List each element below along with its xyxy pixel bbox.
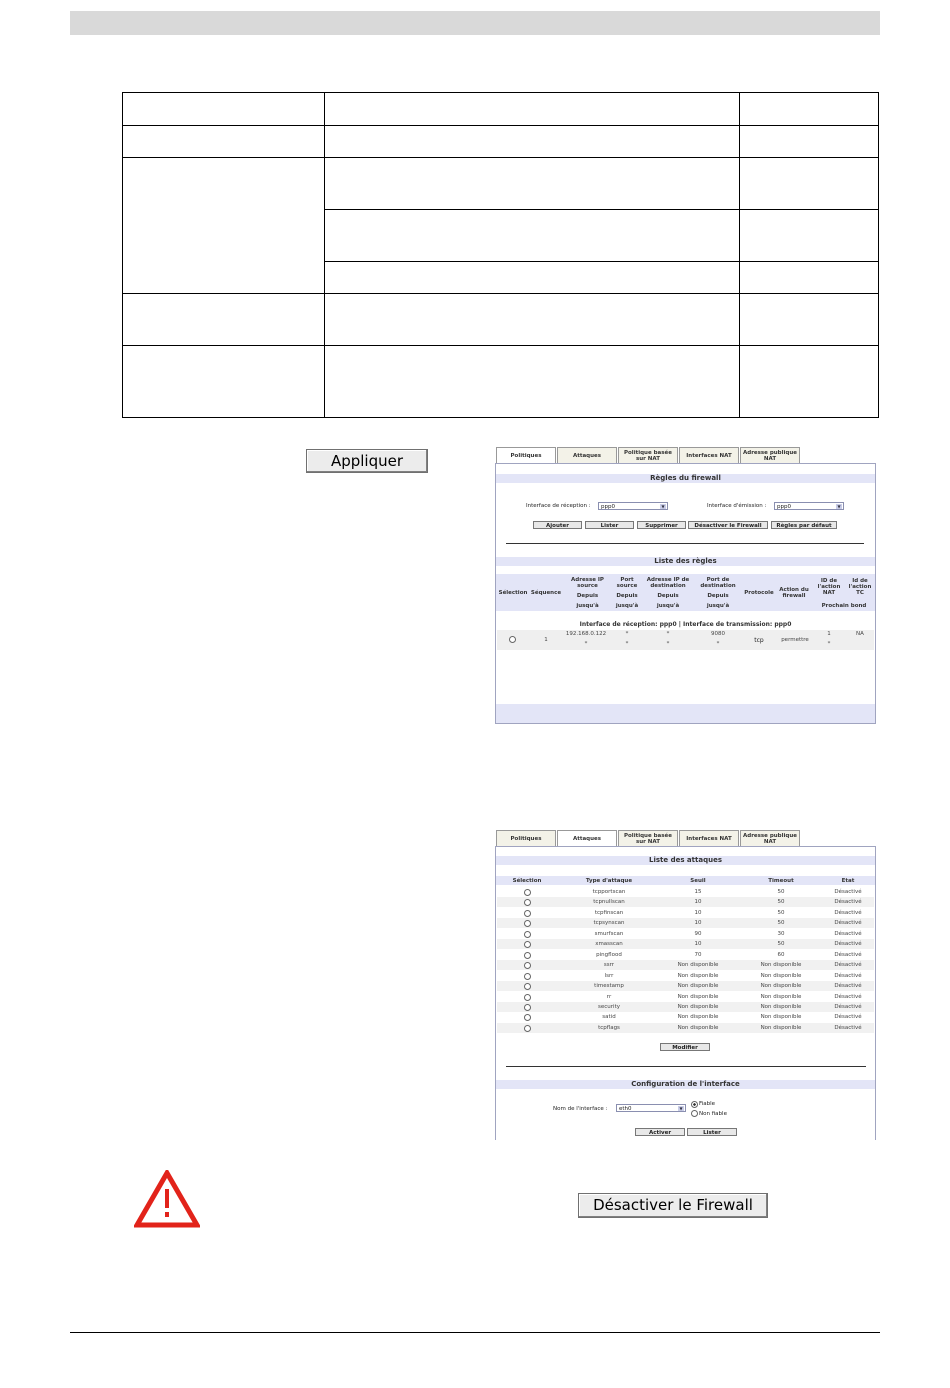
attack-timeout-cell: 50 xyxy=(777,909,785,916)
interface-config-title: Configuration de l'interface xyxy=(496,1080,875,1089)
attack-threshold-cell: 15 xyxy=(694,889,702,895)
attack-state-cell: Désactivé xyxy=(834,951,862,958)
col-source-ip-to: jusqu'à xyxy=(576,603,599,609)
col-selection: Sélection xyxy=(498,590,528,596)
attack-timeout-cell: 50 xyxy=(777,920,785,927)
interface-name-label: Nom de l'interface : xyxy=(553,1106,608,1112)
attack-type-cell: rr xyxy=(606,993,612,1000)
add-rule-button[interactable]: Ajouter xyxy=(533,521,582,529)
interface-name-value: eth0 xyxy=(619,1106,632,1112)
rule-destination-ip-from: * xyxy=(666,631,670,637)
col-destination-ip-to: jusqu'à xyxy=(656,603,680,609)
rule-source-ip-to: * xyxy=(584,641,588,647)
attack-state-cell: Désactivé xyxy=(834,962,862,969)
attack-state-cell: Désactivé xyxy=(834,983,862,990)
list-interfaces-button[interactable]: Lister xyxy=(687,1128,737,1136)
rx-interface-select[interactable] xyxy=(598,502,668,510)
attack-timeout-cell: Non disponible xyxy=(760,983,802,990)
rule-source-port-to: * xyxy=(625,641,629,647)
rx-interface-label: Interface de réception : xyxy=(526,503,591,509)
attack-timeout-cell: 50 xyxy=(777,889,785,895)
attack-state-cell: Désactivé xyxy=(834,972,862,979)
tab-nat-interfaces[interactable]: Interfaces NAT xyxy=(679,447,739,463)
col-state: Etat xyxy=(841,878,855,884)
rules-list-title: Liste des règles xyxy=(496,557,875,566)
attack-threshold-cell: 10 xyxy=(694,920,702,927)
disable-firewall-button[interactable]: Désactiver le Firewall xyxy=(578,1193,768,1218)
col-destination-port-to: jusqu'à xyxy=(706,603,730,609)
attack-state-cell: Désactivé xyxy=(834,941,862,948)
attack-state-cell: Désactivé xyxy=(834,993,862,1000)
attack-type-cell: lsrr xyxy=(604,972,614,979)
rule-sequence: 1 xyxy=(544,637,548,643)
attack-state-cell: Désactivé xyxy=(834,909,862,916)
page-header-bar xyxy=(70,11,880,35)
col-tc-action-id: Id de l'action TC xyxy=(848,578,872,596)
col-protocol: Protocole xyxy=(744,590,774,596)
warning-triangle-icon xyxy=(134,1170,200,1228)
attack-timeout-cell: Non disponible xyxy=(760,1003,802,1010)
firewall-rules-panel xyxy=(495,463,876,724)
attack-type-cell: smurfscan xyxy=(594,930,624,937)
attack-type-cell: pingflood xyxy=(596,951,622,958)
attack-select-radio[interactable] xyxy=(524,1004,531,1011)
rule-select-radio[interactable] xyxy=(509,636,516,643)
attack-timeout-cell: Non disponible xyxy=(760,972,802,979)
attack-select-radio[interactable] xyxy=(524,931,531,938)
policy-tabs xyxy=(496,447,801,463)
col-firewall-action: Action du firewall xyxy=(779,587,809,599)
list-rules-button[interactable]: Lister xyxy=(585,521,634,529)
rule-destination-port-to: * xyxy=(716,641,720,647)
col-destination-ip-from: Depuis xyxy=(657,593,679,599)
tab-politiques[interactable]: Politiques xyxy=(496,830,556,846)
tab-nat-public-address[interactable]: Adresse publique NAT xyxy=(740,830,800,846)
rule-tc-id: NA xyxy=(856,631,864,637)
attack-type-cell: satid xyxy=(602,1014,616,1021)
attack-state-cell: Désactivé xyxy=(834,930,862,937)
attack-timeout-cell: 50 xyxy=(777,899,785,906)
tab-nat-interfaces[interactable]: Interfaces NAT xyxy=(679,830,739,846)
attack-timeout-cell: 30 xyxy=(777,930,785,937)
col-selection: Sélection xyxy=(512,878,542,884)
modify-button[interactable]: Modifier xyxy=(660,1043,710,1051)
firewall-rules-title: Règles du firewall xyxy=(496,474,875,483)
chevron-down-icon: ▼ xyxy=(837,504,841,509)
activate-button[interactable]: Activer xyxy=(635,1128,685,1136)
attack-type-cell: timestamp xyxy=(594,983,624,990)
interface-name-select[interactable] xyxy=(616,1104,686,1112)
col-attack-type: Type d'attaque xyxy=(585,878,633,884)
document-table xyxy=(122,92,879,418)
attack-type-cell: tcpflags xyxy=(598,1024,620,1031)
rule-action: permettre xyxy=(781,637,809,643)
page-footer-rule xyxy=(70,1332,880,1333)
attack-timeout-cell: 60 xyxy=(777,951,785,958)
attack-type-cell: tcpsynscan xyxy=(593,920,625,927)
col-destination-port-from: Depuis xyxy=(707,593,729,599)
col-source-port: Port source xyxy=(616,577,638,589)
rule-protocol: tcp xyxy=(754,637,764,644)
attack-timeout-cell: Non disponible xyxy=(760,1024,802,1031)
attack-timeout-cell: 50 xyxy=(777,941,785,948)
trusted-label: Fiable xyxy=(699,1101,716,1107)
col-destination-ip: Adresse IP de destination xyxy=(646,577,690,589)
attack-type-cell: xmasscan xyxy=(595,941,623,948)
delete-rule-button[interactable]: Supprimer xyxy=(637,521,686,529)
disable-firewall-small-button[interactable]: Désactiver le Firewall xyxy=(688,521,768,529)
separator xyxy=(506,543,864,544)
tab-politiques[interactable]: Politiques xyxy=(496,447,556,464)
attack-select-radio[interactable] xyxy=(524,952,531,959)
attack-state-cell: Désactivé xyxy=(834,889,862,895)
attack-state-cell: Désactivé xyxy=(834,1024,862,1031)
rx-interface-value: ppp0 xyxy=(601,504,615,510)
attack-state-cell: Désactivé xyxy=(834,899,862,906)
separator xyxy=(506,1066,866,1067)
attack-select-radio[interactable] xyxy=(524,1025,531,1032)
panel-footer-band xyxy=(496,704,875,723)
tab-nat-public-address[interactable]: Adresse publique NAT xyxy=(740,447,800,463)
attacks-list-title: Liste des attaques xyxy=(496,856,875,865)
col-source-port-from: Depuis xyxy=(616,593,638,599)
attack-state-cell: Désactivé xyxy=(834,1003,862,1010)
attack-threshold-cell: Non disponible xyxy=(677,972,719,979)
tx-interface-select[interactable] xyxy=(774,502,844,510)
attack-threshold-cell: Non disponible xyxy=(677,983,719,990)
attack-threshold-cell: 10 xyxy=(694,941,702,948)
attack-select-radio[interactable] xyxy=(524,973,531,980)
attack-tabs xyxy=(496,830,801,846)
interface-line: Interface de réception: ppp0 | Interface de transmission: ppp0 xyxy=(579,621,792,628)
attack-threshold-cell: Non disponible xyxy=(677,1003,719,1010)
col-timeout: Timeout xyxy=(768,878,794,884)
attack-threshold-cell: 10 xyxy=(694,909,702,916)
col-source-port-to: jusqu'à xyxy=(615,603,639,609)
chevron-down-icon: ▼ xyxy=(661,504,665,509)
tab-nat-policy[interactable]: Politique basée sur NAT xyxy=(618,830,678,846)
col-source-ip: Adresse IP source xyxy=(571,577,604,589)
attack-type-cell: security xyxy=(598,1003,620,1010)
untrusted-radio[interactable] xyxy=(691,1110,698,1117)
attack-state-cell: Désactivé xyxy=(834,1014,862,1021)
attack-select-radio[interactable] xyxy=(524,983,531,990)
tx-interface-label: Interface d'émission : xyxy=(707,503,767,509)
chevron-down-icon: ▼ xyxy=(679,1106,683,1111)
attack-threshold-cell: Non disponible xyxy=(677,962,719,969)
attack-threshold-cell: Non disponible xyxy=(677,993,719,1000)
untrusted-label: Non fiable xyxy=(699,1111,727,1117)
col-sequence: Séquence xyxy=(530,590,562,596)
attack-threshold-cell: Non disponible xyxy=(677,1024,719,1031)
rule-destination-ip-to: * xyxy=(666,641,670,647)
attack-type-cell: tcpfinscan xyxy=(594,909,624,916)
tab-attaques[interactable]: Attaques xyxy=(557,830,617,847)
attack-threshold-cell: 10 xyxy=(694,899,702,906)
col-source-ip-from: Depuis xyxy=(576,593,599,599)
attacks-panel xyxy=(495,846,876,1140)
attack-state-cell: Désactivé xyxy=(834,920,862,927)
tab-nat-policy[interactable]: Politique basée sur NAT xyxy=(618,447,678,463)
col-nat-action-id: ID de l'action NAT xyxy=(817,578,841,596)
attack-select-radio[interactable] xyxy=(524,910,531,917)
attack-type-cell: tcpnullscan xyxy=(593,899,625,906)
apply-button[interactable]: Appliquer xyxy=(306,449,428,473)
rule-source-ip-from: 192.168.0.122 xyxy=(565,631,607,637)
attack-threshold-cell: 90 xyxy=(694,930,702,937)
attack-timeout-cell: Non disponible xyxy=(760,962,802,969)
attack-select-radio[interactable] xyxy=(524,994,531,1001)
attack-type-cell: ssrr xyxy=(603,962,615,969)
attack-type-cell: tcpportscan xyxy=(592,889,626,895)
col-threshold: Seuil xyxy=(690,878,706,884)
attack-threshold-cell: Non disponible xyxy=(677,1014,719,1021)
attack-timeout-cell: Non disponible xyxy=(760,993,802,1000)
rule-next-hop: * xyxy=(827,641,831,647)
trusted-radio[interactable] xyxy=(691,1101,698,1108)
attack-threshold-cell: 70 xyxy=(694,951,702,958)
rule-nat-id: 1 xyxy=(827,631,831,637)
attack-select-radio[interactable] xyxy=(524,889,531,896)
default-rules-button[interactable]: Règles par défaut xyxy=(771,521,837,529)
attack-timeout-cell: Non disponible xyxy=(760,1014,802,1021)
rule-destination-port-from: 9080 xyxy=(711,631,725,637)
tx-interface-value: ppp0 xyxy=(777,504,791,510)
col-next-hop: Prochain bond xyxy=(821,603,867,609)
tab-attaques[interactable]: Attaques xyxy=(557,447,617,463)
rule-source-port-from: * xyxy=(625,631,629,637)
col-destination-port: Port de destination xyxy=(700,577,736,589)
